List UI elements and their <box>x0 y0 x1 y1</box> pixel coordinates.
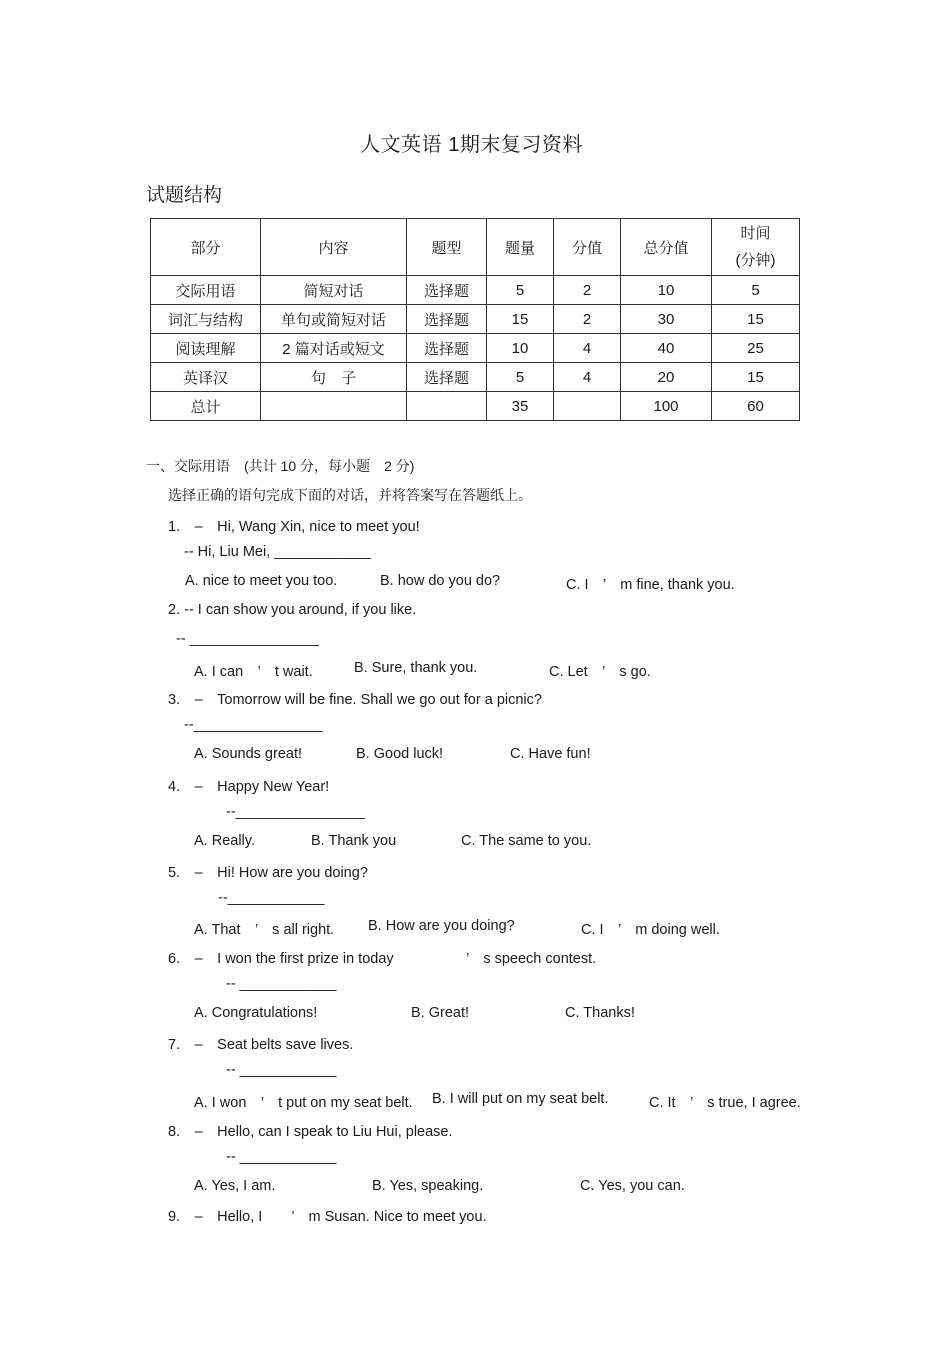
option-a: A. Really. <box>194 833 255 849</box>
question-prompt: 6. – I won the first prize in today ’ s speech contest. <box>168 951 597 967</box>
table-row <box>151 276 800 305</box>
table-cell: 60 <box>712 392 800 421</box>
header-cell: 分值 <box>554 219 621 276</box>
table-cell: 4 <box>554 334 621 363</box>
table-cell: 选择题 <box>407 363 487 392</box>
table-cell: 20 <box>621 363 712 392</box>
question-reply: -- Hi, Liu Mei, ____________ <box>184 544 372 560</box>
question-reply: --________________ <box>184 717 323 733</box>
table-row <box>151 334 800 363</box>
table-header-row <box>151 219 800 276</box>
option-b: B. Good luck! <box>356 746 444 762</box>
table-cell: 词汇与结构 <box>151 305 261 334</box>
header-cell: 总分值 <box>621 219 712 276</box>
table-cell: 5 <box>487 276 554 305</box>
table-row-total <box>151 392 800 421</box>
table-cell: 25 <box>712 334 800 363</box>
table-cell: 40 <box>621 334 712 363</box>
option-c: C. It ’ s true, I agree. <box>649 1095 801 1111</box>
option-b: B. Sure, thank you. <box>354 660 478 676</box>
option-a: A. Sounds great! <box>194 746 303 762</box>
header-time-label: 时间 <box>740 225 771 242</box>
question-reply: --________________ <box>226 804 365 820</box>
table-cell <box>407 392 487 421</box>
table-cell: 阅读理解 <box>151 334 261 363</box>
option-c: C. Thanks! <box>565 1005 635 1021</box>
option-c: C. I ’ m fine, thank you. <box>566 577 735 593</box>
option-b: B. How are you doing? <box>368 918 515 934</box>
table-cell: 5 <box>712 276 800 305</box>
table-cell: 4 <box>554 363 621 392</box>
question-reply: -- ____________ <box>226 976 337 992</box>
option-a: A. Yes, I am. <box>194 1178 276 1194</box>
table-row <box>151 363 800 392</box>
question-prompt: 2. -- I can show you around, if you like. <box>168 602 417 618</box>
question-reply: -- ________________ <box>176 631 319 647</box>
table-cell: 5 <box>487 363 554 392</box>
question-reply: -- ____________ <box>226 1149 337 1165</box>
option-a: A. Congratulations! <box>194 1005 318 1021</box>
section-instruction: 选择正确的语句完成下面的对话，并将答案写在答题纸上。 <box>168 487 532 503</box>
table-cell: 单句或简短对话 <box>261 305 407 334</box>
table-cell: 选择题 <box>407 305 487 334</box>
option-a: A. nice to meet you too. <box>185 573 338 589</box>
section-heading-structure: 试题结构 <box>146 185 223 206</box>
table-cell: 15 <box>487 305 554 334</box>
table-cell: 选择题 <box>407 276 487 305</box>
option-b: B. Great! <box>411 1005 470 1021</box>
option-a: A. That ’ s all right. <box>194 922 335 938</box>
header-cell-time <box>712 219 800 276</box>
document-title: 人文英语 1期末复习资料 <box>360 134 583 156</box>
exam-structure-table <box>150 218 800 421</box>
table-cell: 简短对话 <box>261 276 407 305</box>
table-cell <box>554 392 621 421</box>
option-b: B. how do you do? <box>380 573 501 589</box>
table-cell: 总计 <box>151 392 261 421</box>
option-b: B. Yes, speaking. <box>372 1178 484 1194</box>
table-cell: 2 <box>554 276 621 305</box>
header-cell: 题型 <box>407 219 487 276</box>
table-cell: 2 篇对话或短文 <box>261 334 407 363</box>
table-cell: 选择题 <box>407 334 487 363</box>
question-reply: -- ____________ <box>226 1062 337 1078</box>
table-cell: 交际用语 <box>151 276 261 305</box>
option-b: B. I will put on my seat belt. <box>432 1091 609 1107</box>
table-cell: 35 <box>487 392 554 421</box>
question-prompt: 8. – Hello, can I speak to Liu Hui, please. <box>168 1124 453 1140</box>
option-a: A. I won ’ t put on my seat belt. <box>194 1095 413 1111</box>
option-c: C. I ’ m doing well. <box>581 922 720 938</box>
option-c: C. Have fun! <box>510 746 591 762</box>
header-cell: 内容 <box>261 219 407 276</box>
table-cell: 2 <box>554 305 621 334</box>
table-cell: 15 <box>712 305 800 334</box>
header-cell: 题量 <box>487 219 554 276</box>
option-c: C. Let ’ s go. <box>549 664 651 680</box>
option-c: C. The same to you. <box>461 833 592 849</box>
table-cell: 10 <box>621 276 712 305</box>
table-row <box>151 305 800 334</box>
question-prompt: 9. – Hello, I ’ m Susan. Nice to meet you. <box>168 1209 487 1225</box>
table-cell: 10 <box>487 334 554 363</box>
table-cell: 100 <box>621 392 712 421</box>
question-prompt: 7. – Seat belts save lives. <box>168 1037 354 1053</box>
section-title: 一、交际用语 (共计 10 分，每小题 2 分) <box>146 458 415 474</box>
header-cell: 部分 <box>151 219 261 276</box>
question-prompt: 5. – Hi! How are you doing? <box>168 865 368 881</box>
table-cell: 英译汉 <box>151 363 261 392</box>
option-a: A. I can ’ t wait. <box>194 664 313 680</box>
question-prompt: 4. – Happy New Year! <box>168 779 330 795</box>
option-c: C. Yes, you can. <box>580 1178 685 1194</box>
table-cell: 30 <box>621 305 712 334</box>
table-cell <box>261 392 407 421</box>
question-reply: --____________ <box>218 890 325 906</box>
option-b: B. Thank you <box>311 833 397 849</box>
table-cell: 15 <box>712 363 800 392</box>
question-prompt: 1. – Hi, Wang Xin, nice to meet you! <box>168 519 420 535</box>
header-time-unit: (分钟) <box>735 252 776 269</box>
question-prompt: 3. – Tomorrow will be fine. Shall we go out for a picnic? <box>168 692 542 708</box>
table-cell: 句 子 <box>261 363 407 392</box>
